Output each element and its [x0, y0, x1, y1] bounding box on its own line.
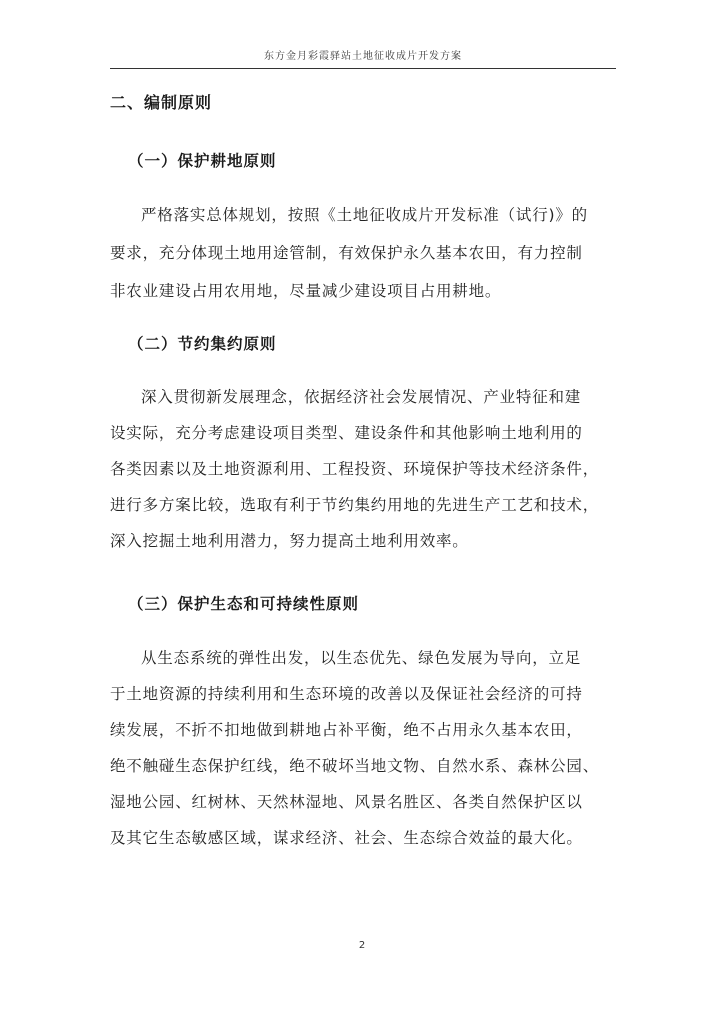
page-header — [110, 48, 616, 69]
section-heading: 二、编制原则 — [110, 93, 213, 112]
paragraph-1 — [110, 200, 630, 306]
paragraph-line: 设实际，充分考虑建设项目类型、建设条件和其他影响土地利用的 — [110, 424, 583, 442]
paragraph-2 — [110, 382, 630, 556]
paragraph-line: 严格落实总体规划，按照《土地征收成片开发标准（试行)》的 — [141, 206, 588, 224]
paragraph-line: 进行多方案比较，选取有利于节约集约用地的先进生产工艺和技术， — [110, 496, 600, 514]
paragraph-line: 深入贯彻新发展理念，依据经济社会发展情况、产业特征和建 — [141, 388, 582, 406]
paragraph-line: 从生态系统的弹性出发，以生态优先、绿色发展为导向，立足 — [141, 649, 582, 667]
paragraph-line: 续发展，不折不扣地做到耕地占补平衡，绝不占用永久基本农田， — [110, 721, 583, 739]
header-title: 东方金月彩霞驿站土地征收成片开发方案 — [264, 51, 462, 62]
paragraph-line: 及其它生态敏感区域，谋求经济、社会、生态综合效益的最大化。 — [110, 829, 583, 847]
paragraph-line: 湿地公园、红树林、天然林湿地、风景名胜区、各类自然保护区以 — [110, 793, 583, 811]
subsection-heading-1: （一）保护耕地原则 — [128, 152, 277, 170]
paragraph-line: 非农业建设占用农用地，尽量减少建设项目占用耕地。 — [110, 282, 502, 300]
paragraph-line: 于土地资源的持续利用和生态环境的改善以及保证社会经济的可持 — [110, 685, 583, 703]
paragraph-line: 各类因素以及土地资源利用、工程投资、环境保护等技术经济条件， — [110, 460, 600, 478]
paragraph-line: 绝不触碰生态保护红线，绝不破坏当地文物、自然水系、森林公园、 — [110, 757, 600, 775]
paragraph-line: 要求，充分体现土地用途管制，有效保护永久基本农田，有力控制 — [110, 244, 583, 262]
page-number: 2 — [358, 940, 366, 951]
subsection-heading-3: （三）保护生态和可持续性原则 — [128, 595, 360, 613]
paragraph-line: 深入挖掘土地利用潜力，努力提高土地利用效率。 — [110, 532, 469, 550]
paragraph-3 — [110, 643, 630, 853]
subsection-heading-2: （二）节约集约原则 — [128, 335, 277, 353]
